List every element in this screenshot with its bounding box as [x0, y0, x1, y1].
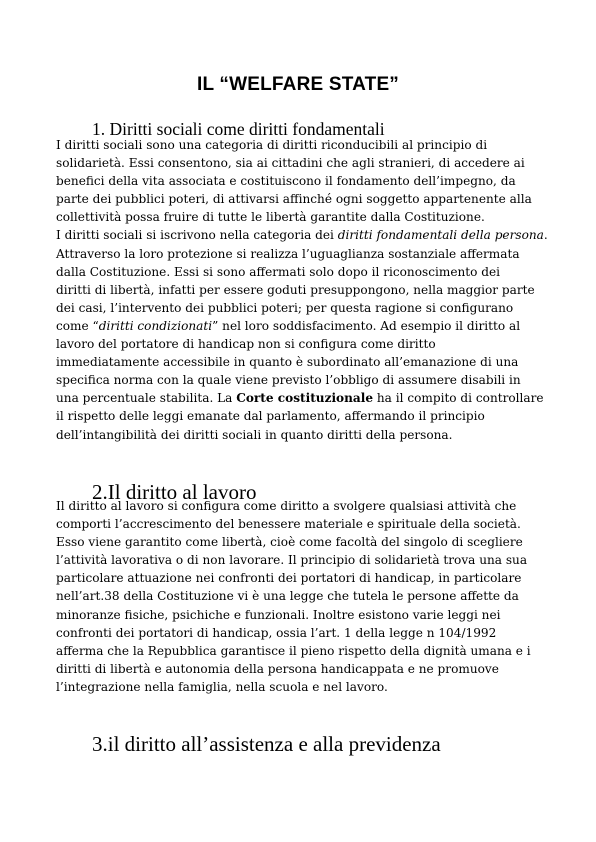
text-run: dell’intangibilità dei diritti sociali in quanto diritti della persona.: [56, 427, 453, 442]
text-run: solidarietà. Essi consentono, sia ai cittadini che agli stranieri, di accedere ai: [56, 156, 525, 171]
text-run: dalla Costituzione. Essi si sono affermati solo dopo il riconoscimento dei: [56, 264, 501, 279]
text-run: afferma che la Repubblica garantisce il pieno rispetto della dignità umana e i: [56, 643, 531, 658]
text-line: [56, 299, 576, 317]
text-run: minoranze fisiche, psichiche e funzionali. Inoltre esistono varie leggi nei: [56, 607, 501, 622]
text-line: [56, 660, 576, 678]
section-2-heading: 2.Il diritto al lavoro: [92, 480, 257, 504]
text-line: [56, 136, 576, 154]
section-2-body: [56, 497, 576, 696]
text-line: [56, 226, 576, 244]
text-run: ha il compito di controllare: [373, 391, 544, 406]
text-line: [56, 263, 576, 281]
text-line: [56, 606, 576, 624]
section-3-heading: 3.il diritto all’assistenza e alla previdenza: [92, 732, 441, 756]
text-line: [56, 642, 576, 660]
bold-term: Corte costituzionale: [236, 391, 374, 406]
text-line: [56, 624, 576, 642]
text-run: nell’art.38 della Costituzione vi è una legge che tutela le persone affette da: [56, 589, 519, 604]
text-run: comporti l’accrescimento del benessere materiale e spirituale della società.: [56, 517, 521, 532]
text-run: confronti dei portatori di handicap, ossia l’art. 1 della legge n 104/1992: [56, 625, 497, 640]
text-run: dei casi, l’intervento dei pubblici poteri; per questa ragione si configurano: [56, 300, 514, 315]
italic-term: diritti fondamentali della persona: [337, 228, 544, 243]
text-run: collettività possa fruire di tutte le libertà garantite dalla Costituzione.: [56, 210, 485, 225]
text-line: [56, 587, 576, 605]
text-line: [56, 371, 576, 389]
text-run: I diritti sociali sono una categoria di diritti riconducibili al principio di: [56, 138, 488, 152]
text-line: [56, 353, 576, 371]
text-line: [56, 389, 576, 407]
text-line: [56, 335, 576, 353]
section-1-heading: 1. Diritti sociali come diritti fondamentali: [92, 119, 385, 139]
text-run: Attraverso la loro protezione si realizza l’uguaglianza sostanziale affermata: [56, 246, 520, 261]
text-run: benefici della vita associata e costituiscono il fondamento dell’impegno, da: [56, 174, 516, 189]
text-line: [56, 497, 576, 515]
text-line: [56, 190, 576, 208]
text-line: [56, 154, 576, 172]
text-line: [56, 551, 576, 569]
text-run: l’integrazione nella famiglia, nella scuola e nel lavoro.: [56, 679, 388, 694]
text-run: ” nel loro soddisfacimento. Ad esempio il diritto al: [212, 318, 521, 333]
text-run: specifica norma con la quale viene previsto l’obbligo di assumere disabili in: [56, 373, 521, 388]
text-run: Esso viene garantito come libertà, cioè come facoltà del singolo di scegliere: [56, 535, 523, 550]
text-line: [56, 317, 576, 335]
text-line: [56, 172, 576, 190]
text-run: Il diritto al lavoro si configura come diritto a svolgere qualsiasi attività che: [56, 499, 517, 513]
text-run: una percentuale stabilita. La: [56, 391, 237, 406]
text-run: immediatamente accessibile in quanto è subordinato all’emanazione di una: [56, 355, 519, 370]
text-line: [56, 281, 576, 299]
text-run: diritti di libertà e autonomia della persona handicappata e ne promuove: [56, 661, 499, 676]
text-line: [56, 569, 576, 587]
text-run: come “: [56, 318, 99, 333]
text-run: parte dei pubblici poteri, di attivarsi affinché ogni soggetto appartenente alla: [56, 192, 532, 207]
page-title: IL “WELFARE STATE”: [196, 74, 400, 95]
text-line: [56, 515, 576, 533]
italic-term: diritti condizionati: [98, 318, 213, 333]
text-run: l’attività lavorativa o di non lavorare. Il principio di solidarietà trova una sua: [56, 553, 528, 568]
text-line: [56, 533, 576, 551]
text-run: particolare attuazione nei confronti dei portatori di handicap, in particolare: [56, 571, 522, 586]
section-1-body: [56, 136, 576, 444]
text-run: .: [543, 228, 548, 243]
text-line: [56, 678, 576, 696]
text-run: I diritti sociali si iscrivono nella categoria dei: [56, 228, 338, 243]
text-run: il rispetto delle leggi emanate dal parlamento, affermando il principio: [56, 409, 485, 424]
text-line: [56, 407, 576, 425]
text-run: lavoro del portatore di handicap non si configura come diritto: [56, 337, 436, 352]
text-run: diritti di libertà, infatti per essere goduti presuppongono, nella maggior parte: [56, 282, 535, 297]
text-line: [56, 208, 576, 226]
text-line: [56, 245, 576, 263]
text-line: [56, 426, 576, 444]
